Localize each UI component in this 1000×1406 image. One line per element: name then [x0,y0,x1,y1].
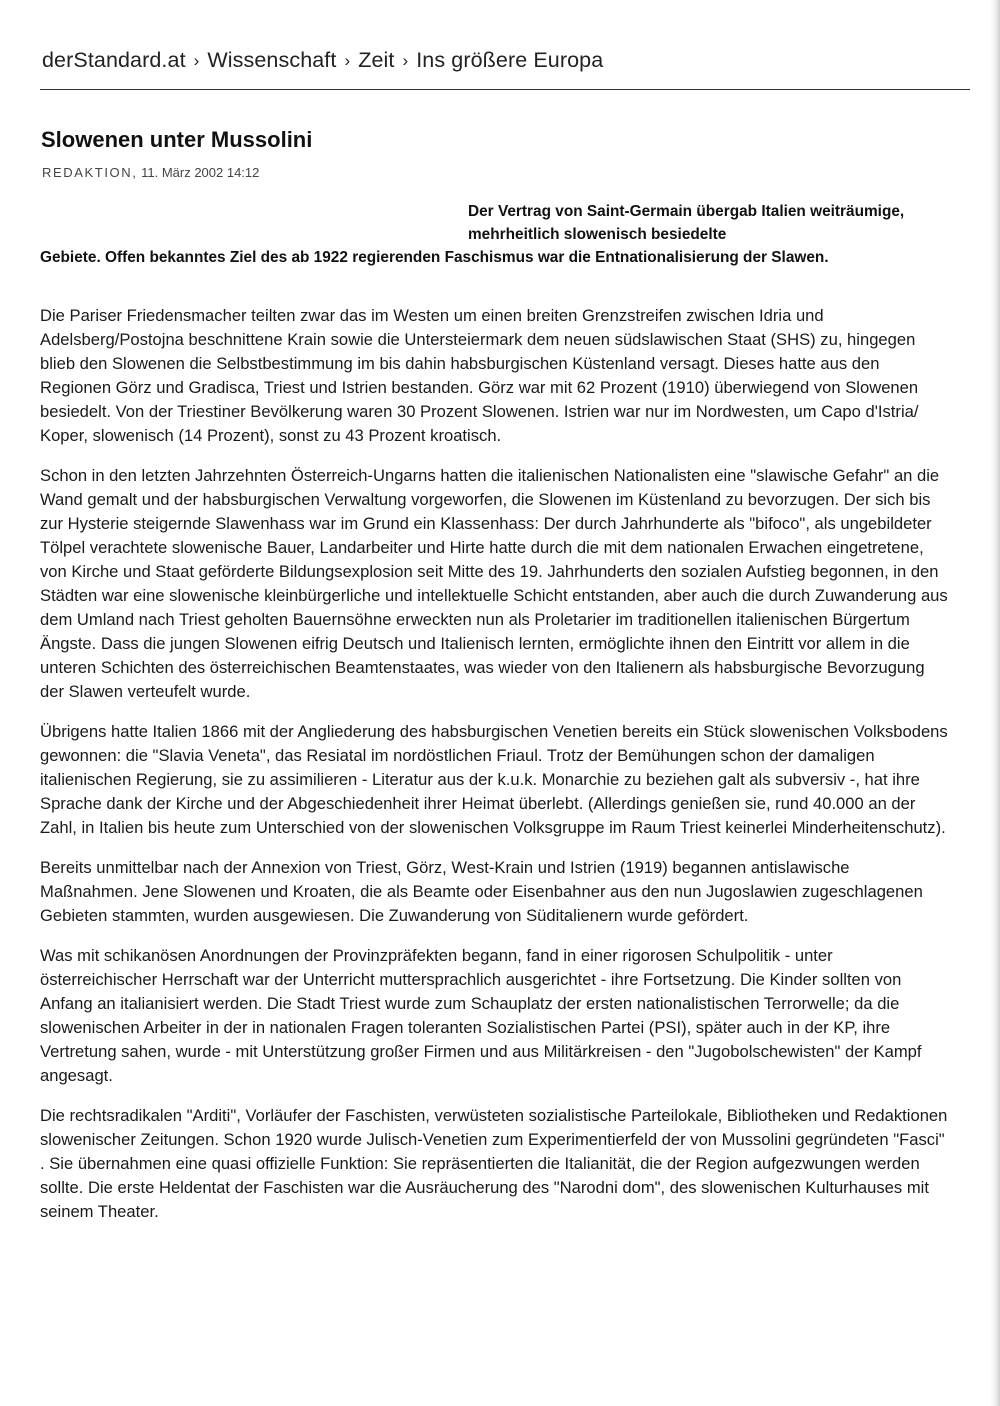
article-lead-part1: Der Vertrag von Saint-Germain übergab Italien weiträumige, mehrheitlich slowenisch besiedelte [468,203,905,243]
article-body [40,304,950,1240]
breadcrumb-item-site: derStandard.at [42,48,186,72]
breadcrumb-separator: › [344,51,351,70]
article-paragraph: Übrigens hatte Italien 1866 mit der Angliederung des habsburgischen Venetien bereits ein Stück slowenischen Volksbodens gewonnen: die "Slavia Veneta", das Resiatal im nordöstlichen Friaul. Trotz der Bemühungen schon der damaligen italienischen Regierung, sie zu assimilieren - Literatur aus der k.u.k. Monarchie zu beziehen galt als subversiv -, hat ihre Sprache dank der Kirche und der Abgeschiedenheit ihrer Heimat überlebt. (Allerdings genießen sie, rund 40.000 an der Zahl, in Italien bis heute zum Unterschied von der slowenischen Volksgruppe im Raum Triest keinerlei Minderheitenschutz). [40,722,948,837]
article-paragraph: Schon in den letzten Jahrzehnten Österreich-Ungarns hatten die italienischen Nationalisten eine "slawische Gefahr" an die Wand gemalt und der habsburgischen Verwaltung vorgeworfen, die Slowenen im Küstenland zu bevorzugen. Der sich bis zur Hysterie steigernde Slawenhass war im Grund ein Klassenhass: Der durch Jahrhunderte als "bifoco", als ungebildeter Tölpel verachtete slowenische Bauer, Landarbeiter und Hirte hatte durch die mit dem nationalen Erwachen eingetretene, von Kirche und Staat geförderte Bildungsexplosion seit Mitte des 19. Jahrhunderts den sozialen Aufstieg begonnen, in den Städten war eine slowenische kleinbürgerliche und intellektuelle Schicht entstanden, aber auch die durch Zuwanderung aus dem Umland nach Triest geholten Bauernsöhne erweckten nun als Proletarier im traditionellen italienischen Bürgertum Ängste. Dass die jungen Slowenen eifrig Deutsch und Italienisch lernten, ermöglichte ihnen den Eintritt vor allem in die unteren Schichten des österreichischen Beamtenstaates, was wieder von den Italienern als habsburgische Bevorzugung der Slawen verteufelt wurde. [40,466,948,701]
breadcrumb-separator: › [402,51,409,70]
breadcrumb-item-topic: Ins größere Europa [416,48,604,72]
header-divider [40,89,970,90]
breadcrumb-separator: › [193,51,200,70]
article-byline [42,165,259,180]
article-lead-part2: Gebiete. Offen bekanntes Ziel des ab 1922 regierenden Faschismus war die Entnationalisierung der Slawen. [40,249,829,266]
breadcrumb-item-subsection: Zeit [358,48,395,72]
article-lead [40,200,920,269]
breadcrumb-item-section: Wissenschaft [207,48,337,72]
article-date: 11. März 2002 14:12 [141,165,260,180]
article-author: REDAKTION, [42,165,138,180]
article-paragraph: Die Pariser Friedensmacher teilten zwar das im Westen um einen breiten Grenzstreifen zwischen Idria und Adelsberg/Postojna beschnittene Krain sowie die Untersteiermark dem neuen südslawischen Staat (SHS) zu, hingegen blieb den Slowenen die Selbstbestimmung im bis dahin habsburgischen Küstenland versagt. Dieses hatte aus den Regionen Görz und Gradisca, Triest und Istrien bestanden. Görz war mit 62 Prozent (1910) überwiegend von Slowenen besiedelt. Von der Triestiner Bevölkerung waren 30 Prozent Slowenen. Istrien war nur im Nordwesten, um Capo d'Istria/ Koper, slowenisch (14 Prozent), sonst zu 43 Prozent kroatisch. [40,306,919,445]
article-paragraph: Die rechtsradikalen "Arditi", Vorläufer der Faschisten, verwüsteten sozialistische Parteilokale, Bibliotheken und Redaktionen slowenischer Zeitungen. Schon 1920 wurde Julisch-Venetien zum Experimentierfeld der von Mussolini gegründeten "Fasci" . Sie übernahmen eine quasi offizielle Funktion: Sie repräsentierten die Italianität, die der Region aufgezwungen werden sollte. Die erste Heldentat der Faschisten war die Ausräucherung des "Narodni dom", des slowenischen Kulturhauses mit seinem Theater. [40,1106,948,1221]
article-paragraph: Was mit schikanösen Anordnungen der Provinzpräfekten begann, fand in einer rigorosen Schulpolitik - unter österreichischer Herrschaft war der Unterricht muttersprachlich ausgerichtet - ihre Fortsetzung. Die Kinder sollten von Anfang an italianisiert werden. Die Stadt Triest wurde zum Schauplatz der ersten nationalistischen Terrorwelle; da die slowenischen Arbeiter in der in nationalen Fragen toleranten Sozialistischen Partei (PSI), später auch in der KP, ihre Vertretung sahen, wurde - mit Unterstützung großer Firmen und aus Militärkreisen - den "Jugobolschewisten" der Kampf angesagt. [40,946,922,1085]
scan-edge-shadow [990,0,1000,1406]
article-title: Slowenen unter Mussolini [41,127,313,152]
breadcrumb [42,48,603,73]
article-paragraph: Bereits unmittelbar nach der Annexion von Triest, Görz, West-Krain und Istrien (1919) begannen antislawische Maßnahmen. Jene Slowenen und Kroaten, die als Beamte oder Eisenbahner aus den nun Jugoslawien zugeschlagenen Gebieten stammten, wurden ausgewiesen. Die Zuwanderung von Süditalienern wurde gefördert. [40,858,923,925]
